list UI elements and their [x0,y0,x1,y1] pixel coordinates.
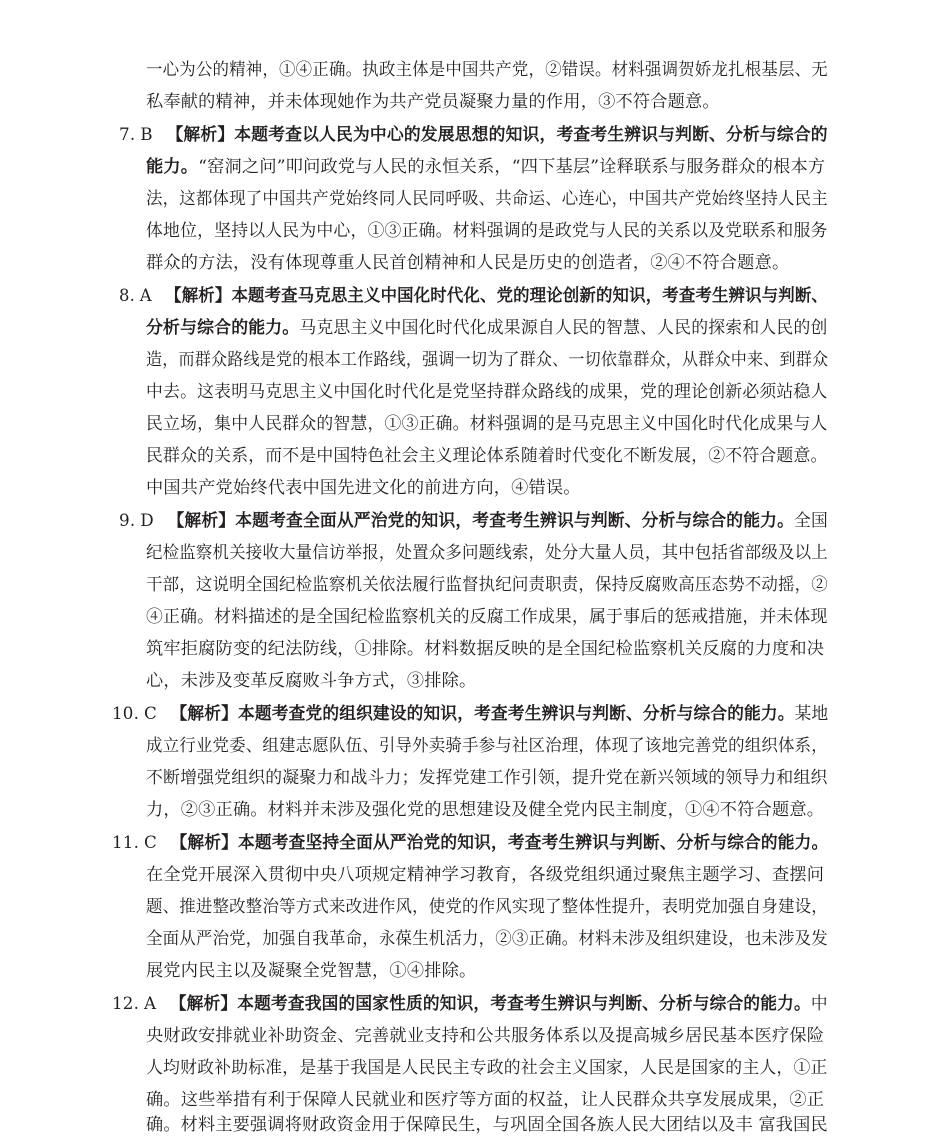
question-number: 7. [119,125,136,145]
analysis-lead: 【解析】本题考查党的组织建设的知识，考查考生辨识与判断、分析与综合的能力。 [170,704,795,724]
analysis-lead: 【解析】本题考查全面从严治党的知识，考查考生辨识与判断、分析与综合的能力。 [167,511,795,531]
question-12-heading: 12. A 【解析】本题考查我国的国家性质的知识，考查考生辨识与判断、分析与综合的能力。中 [112,994,828,1014]
text-line: 央财政安排就业补助资金、完善就业支持和公共服务体系以及提高城乡居民基本医疗保险 [146,1026,825,1046]
text-line: 体地位，坚持以人民为中心，①③正确。材料强调的是政党与人民的关系以及党联系和服务 [146,221,828,241]
question-number: 12. [112,994,140,1014]
text-line: 确。这些举措有利于保障人民就业和医疗等方面的权益，让人民群众共享发展成果，②正 [146,1090,825,1110]
question-10-heading: 10. C 【解析】本题考查党的组织建设的知识，考查考生辨识与判断、分析与综合的能力。某地 [112,704,829,724]
text-line: 确。材料主要强调将财政资金用于保障民生，与巩固全国各族人民大团结以及丰 富我国民 [146,1115,828,1135]
analysis-lead: 【解析】本题考查马克思主义中国化时代化、党的理论创新的知识，考查考生辨识与判断、 [165,286,828,306]
text-line: 人均财政补助标准，是基于我国是人民民主专政的社会主义国家，人民是国家的主人，①正 [146,1058,828,1078]
text-line: 一心为公的精神，①④正确。执政主体是中国共产党，②错误。材料强调贺娇龙扎根基层、无 [146,60,828,80]
text-line: 题、推进整改整治等方式来改进作风，使党的作风实现了整体性提升，表明党加强自身建设， [146,897,828,917]
text-line: 力，②③正确。材料并未涉及强化党的思想建设及健全党内民主制度，①④不符合题意。 [146,800,825,820]
text-line: 干部，这说明全国纪检监察机关依法履行监督执纪问责职责，保持反腐败高压态势不动摇，② [146,575,828,595]
text-line: 在全党开展深入贯彻中央八项规定精神学习教育，各级党组织通过聚焦主题学习、查摆问 [146,865,825,885]
question-number: 9. [119,511,136,531]
analysis-lead: 【解析】本题考查以人民为中心的发展思想的知识，考查考生辨识与判断、分析与综合的 [166,125,828,145]
answer-letter: B [140,125,153,145]
question-number: 10. [112,704,140,724]
text-line: 民立场，集中人民群众的智慧，①③正确。材料强调的是马克思主义中国化时代化成果与人 [146,414,828,434]
text-line: 不断增强党组织的凝聚力和战斗力；发挥党建工作引领，提升党在新兴领域的领导力和组织 [146,768,828,788]
text-line: 心，未涉及变革反腐败斗争方式，③排除。 [146,671,477,691]
text-line: 中国共产党始终代表中国先进文化的前进方向，④错误。 [146,478,581,498]
question-9-heading: 9. D 【解析】本题考查全面从严治党的知识，考查考生辨识与判断、分析与综合的能力。全国 [119,511,828,531]
question-number: 11. [112,833,140,853]
text-line: 中去。这表明马克思主义中国化时代化是党坚持群众路线的成果，党的理论创新必须站稳人 [146,382,828,402]
text-line: 分析与综合的能力。马克思主义中国化时代化成果源自人民的智慧、人民的探索和人民的创 [146,318,828,338]
analysis-lead: 【解析】本题考查我国的国家性质的知识，考查考生辨识与判断、分析与综合的能力。 [169,994,811,1014]
text-line: 群众的方法，没有体现尊重人民首创精神和人民是历史的创造者，②④不符合题意。 [146,253,790,273]
answer-letter: A [139,286,152,306]
answer-letter: A [143,994,157,1014]
question-7-heading [119,123,828,147]
analysis-lead: 【解析】本题考查坚持全面从严治党的知识，考查考生辨识与判断、分析与综合的能力。 [170,833,829,853]
text-line: 民群众的关系，而不是中国特色社会主义理论体系随着时代变化不断发展，②不符合题意。 [146,446,828,466]
text-line: 纪检监察机关接收大量信访举报，处置众多问题线索，处分大量人员，其中包括省部级及以上 [146,543,828,563]
text-line: 成立行业党委、组建志愿队伍、引导外卖骑手参与社区治理，体现了该地完善党的组织体系， [146,736,828,756]
text-line: 展党内民主以及凝聚全党智慧，①④排除。 [146,961,477,981]
text-line: 能力。“窑洞之问”叩问政党与人民的永恒关系，“四下基层”诠释联系与服务群众的根本方 [146,157,826,177]
answer-letter: C [143,704,157,724]
text-line: 全面从严治党，加强自我革命，永葆生机活力，②③正确。材料未涉及组织建设，也未涉及发 [146,929,828,949]
question-8-heading [119,284,828,308]
text-line: 私奉献的精神，并未体现她作为共产党员凝聚力量的作用，③不符合题意。 [146,92,720,112]
answer-letter: D [140,511,154,531]
question-number: 8. [119,286,136,306]
question-11-heading [112,831,828,855]
text-line: 筑牢拒腐防变的纪法防线，①排除。材料数据反映的是全国纪检监察机关反腐的力度和决 [146,639,825,659]
text-line: 造，而群众路线是党的根本工作路线，强调一切为了群众、一切依靠群众，从群众中来、到群众 [146,350,829,370]
text-line: 法，这都体现了中国共产党始终同人民同呼吸、共命运、心连心，中国共产党始终坚持人民主 [146,189,828,209]
answer-letter: C [143,833,157,853]
text-line: ④正确。材料描述的是全国纪检监察机关的反腐工作成果，属于事后的惩戒措施，并未体现 [146,607,828,627]
